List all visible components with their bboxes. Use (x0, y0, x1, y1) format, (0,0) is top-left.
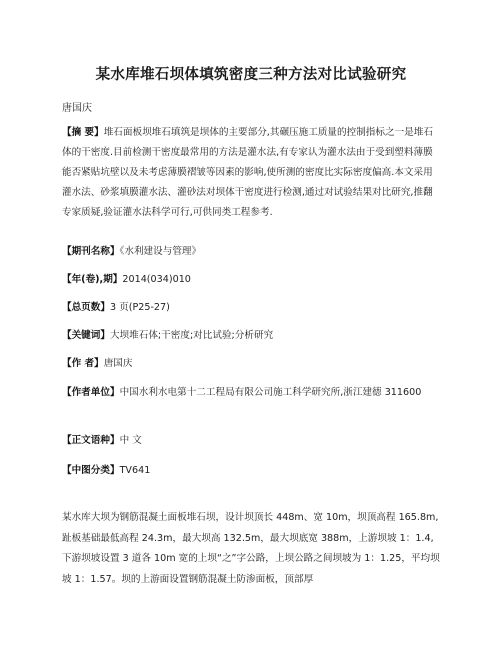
author-line: 唐国庆 (62, 103, 92, 114)
field-value: 2014(034)010 (122, 274, 191, 285)
field-label: 【关键词】 (62, 330, 110, 341)
field-value: TV641 (119, 465, 151, 476)
field-value: 3 页(P25-27) (109, 302, 170, 313)
field-value: 大坝堆石体;干密度;对比试验;分析研究 (109, 330, 274, 341)
field-year-volume (62, 270, 440, 290)
body-paragraph: 某水库大坝为钢筋混凝土面板堆石坝，设计坝顶长 448m、宽 10m，坝顶高程 165.8m,趾板基础最低高程 24.3m，最大坝高 132.5m，最大坝底宽 388m，上游坝坡 1：1.4,下游坝坡设置 3 道各 10m 宽的上坝“之”字公路，上坝公路之间坝坡为 1：1.25，平均坝坡 1：1.57。坝的上游面设置钢筋混凝土防渗面板，顶部厚 (62, 512, 440, 585)
field-keywords (62, 326, 440, 346)
field-value: 《水利建设与管理》 (119, 246, 202, 257)
field-label: 【作者单位】 (62, 387, 120, 398)
abstract-text: 堆石面板坝堆石填筑是坝体的主要部分,其碾压施工质量的控制指标之一是堆石体的干密度.目前检测干密度最常用的方法是灌水法,有专家认为灌水法由于受到塑料薄膜能否紧贴坑壁以及未考虑薄膜褶皱等因素的影响,使所测的密度比实际密度偏高.本文采用灌水法、砂浆填膜灌水法、灌砂法对坝体干密度进行检测,通过对试验结果对比研究,推翻专家质疑,验证灌水法科学可行,可供同类工程参考. (62, 127, 433, 218)
field-value: 中国水利水电第十二工程局有限公司施工科学研究所,浙江建德 311600 (119, 387, 422, 398)
abstract (62, 123, 440, 223)
field-label: 【年(卷),期】 (62, 274, 123, 285)
field-journal (62, 242, 440, 262)
field-label: 【总页数】 (62, 302, 110, 313)
field-pages (62, 298, 440, 318)
field-value: 唐国庆 (103, 358, 133, 369)
field-label: 【作 者】 (62, 358, 104, 369)
field-classification (62, 461, 440, 481)
abstract-label: 【摘 要】 (62, 127, 104, 138)
field-label: 【期刊名称】 (62, 246, 120, 257)
field-label: 【中图分类】 (62, 465, 120, 476)
field-affiliation (62, 383, 440, 403)
field-author (62, 354, 440, 374)
paper-title: 某水库堆石坝体填筑密度三种方法对比试验研究 (95, 67, 407, 83)
field-language (62, 431, 440, 451)
field-value: 中 文 (119, 435, 142, 446)
field-label: 【正文语种】 (62, 435, 120, 446)
